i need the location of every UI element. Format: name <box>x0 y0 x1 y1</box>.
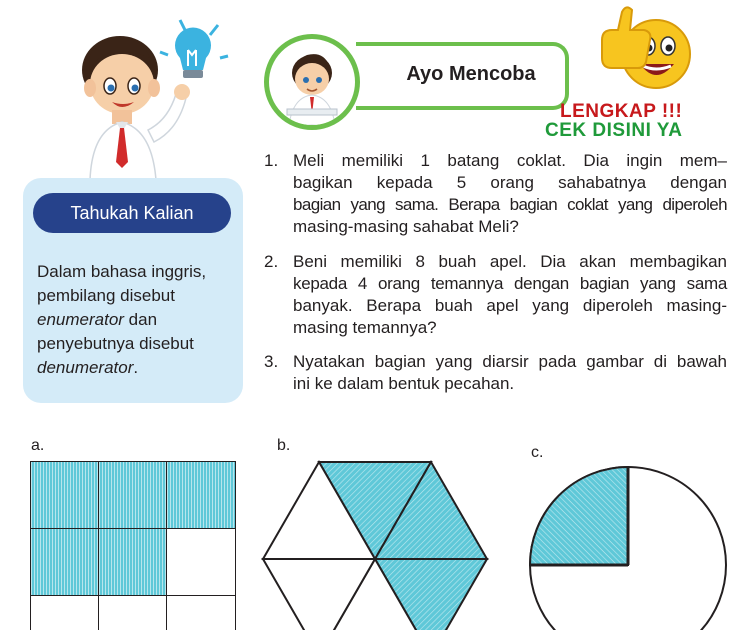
question-2-line: masing temannya? <box>293 318 437 337</box>
info-line-3 <box>37 308 237 332</box>
term-enumerator: enumerator <box>37 310 124 329</box>
info-box-text <box>37 260 237 380</box>
question-3-number: 3. <box>264 352 279 371</box>
question-1 <box>264 150 727 238</box>
grid-cell-empty <box>98 595 167 630</box>
student-avatar-circle <box>264 34 360 130</box>
question-2-line: Beni memiliki 8 buah apel. Dia akan membagikan <box>293 252 727 271</box>
question-3-line: Nyatakan bagian yang diarsir pada gambar di bawah <box>293 352 727 371</box>
info-line-4: penyebutnya disebut <box>37 334 194 353</box>
lightbulb-icon <box>160 20 228 78</box>
question-1-line: bagian yang sama. Berapa bagian coklat yang diperoleh <box>293 195 727 214</box>
figure-a-label: a. <box>31 437 45 454</box>
grid-cell-shaded <box>98 528 167 596</box>
figure-c-label: c. <box>531 444 544 461</box>
info-line-5 <box>37 356 237 380</box>
info-line-3-rest: dan <box>123 310 158 329</box>
student-reading-icon <box>269 39 355 125</box>
question-1-line: masing-masing sahabat Meli? <box>293 217 519 236</box>
section-title: Ayo Mencoba <box>406 63 536 85</box>
info-box-title: Tahukah Kalian <box>33 193 231 233</box>
question-2-line: banyak. Berapa buah apel yang diperoleh masing- <box>293 296 727 315</box>
grid-cell-shaded <box>30 461 99 529</box>
info-line-1: Dalam bahasa inggris, <box>37 262 207 281</box>
figure-a-grid <box>30 461 236 630</box>
promo-line-2[interactable]: CEK DISINI YA <box>545 120 683 141</box>
grid-cell-empty <box>166 528 236 596</box>
figure-b-hexagon <box>255 455 495 630</box>
thumbs-up-emoji-icon <box>596 2 696 94</box>
boy-lightbulb-illustration <box>60 10 230 180</box>
figure-b-label: b. <box>277 437 291 454</box>
term-denumerator: denumerator <box>37 358 134 377</box>
info-line-5-rest: . <box>133 358 139 377</box>
grid-cell-shaded <box>166 461 236 529</box>
question-1-number: 1. <box>264 151 279 170</box>
figure-c-circle <box>520 462 735 630</box>
promo-line-1[interactable]: LENGKAP !!! <box>560 101 683 122</box>
question-3-line: ini ke dalam bentuk pecahan. <box>293 374 515 393</box>
grid-cell-shaded <box>30 528 99 596</box>
grid-cell-empty <box>166 595 236 630</box>
question-2 <box>264 251 727 339</box>
grid-cell-shaded <box>98 461 167 529</box>
question-2-number: 2. <box>264 252 279 271</box>
info-line-2: pembilang disebut <box>37 286 175 305</box>
circle-quadrant-shaded <box>530 467 628 565</box>
question-1-line: bagikan kepada 5 orang sahabatnya dengan <box>293 173 727 192</box>
grid-cell-empty <box>30 595 99 630</box>
question-1-line: Meli memiliki 1 batang coklat. Dia ingin mem– <box>293 151 727 170</box>
question-2-line: kepada 4 orang temannya dengan bagian yang sama <box>293 274 727 293</box>
question-3 <box>264 351 727 395</box>
